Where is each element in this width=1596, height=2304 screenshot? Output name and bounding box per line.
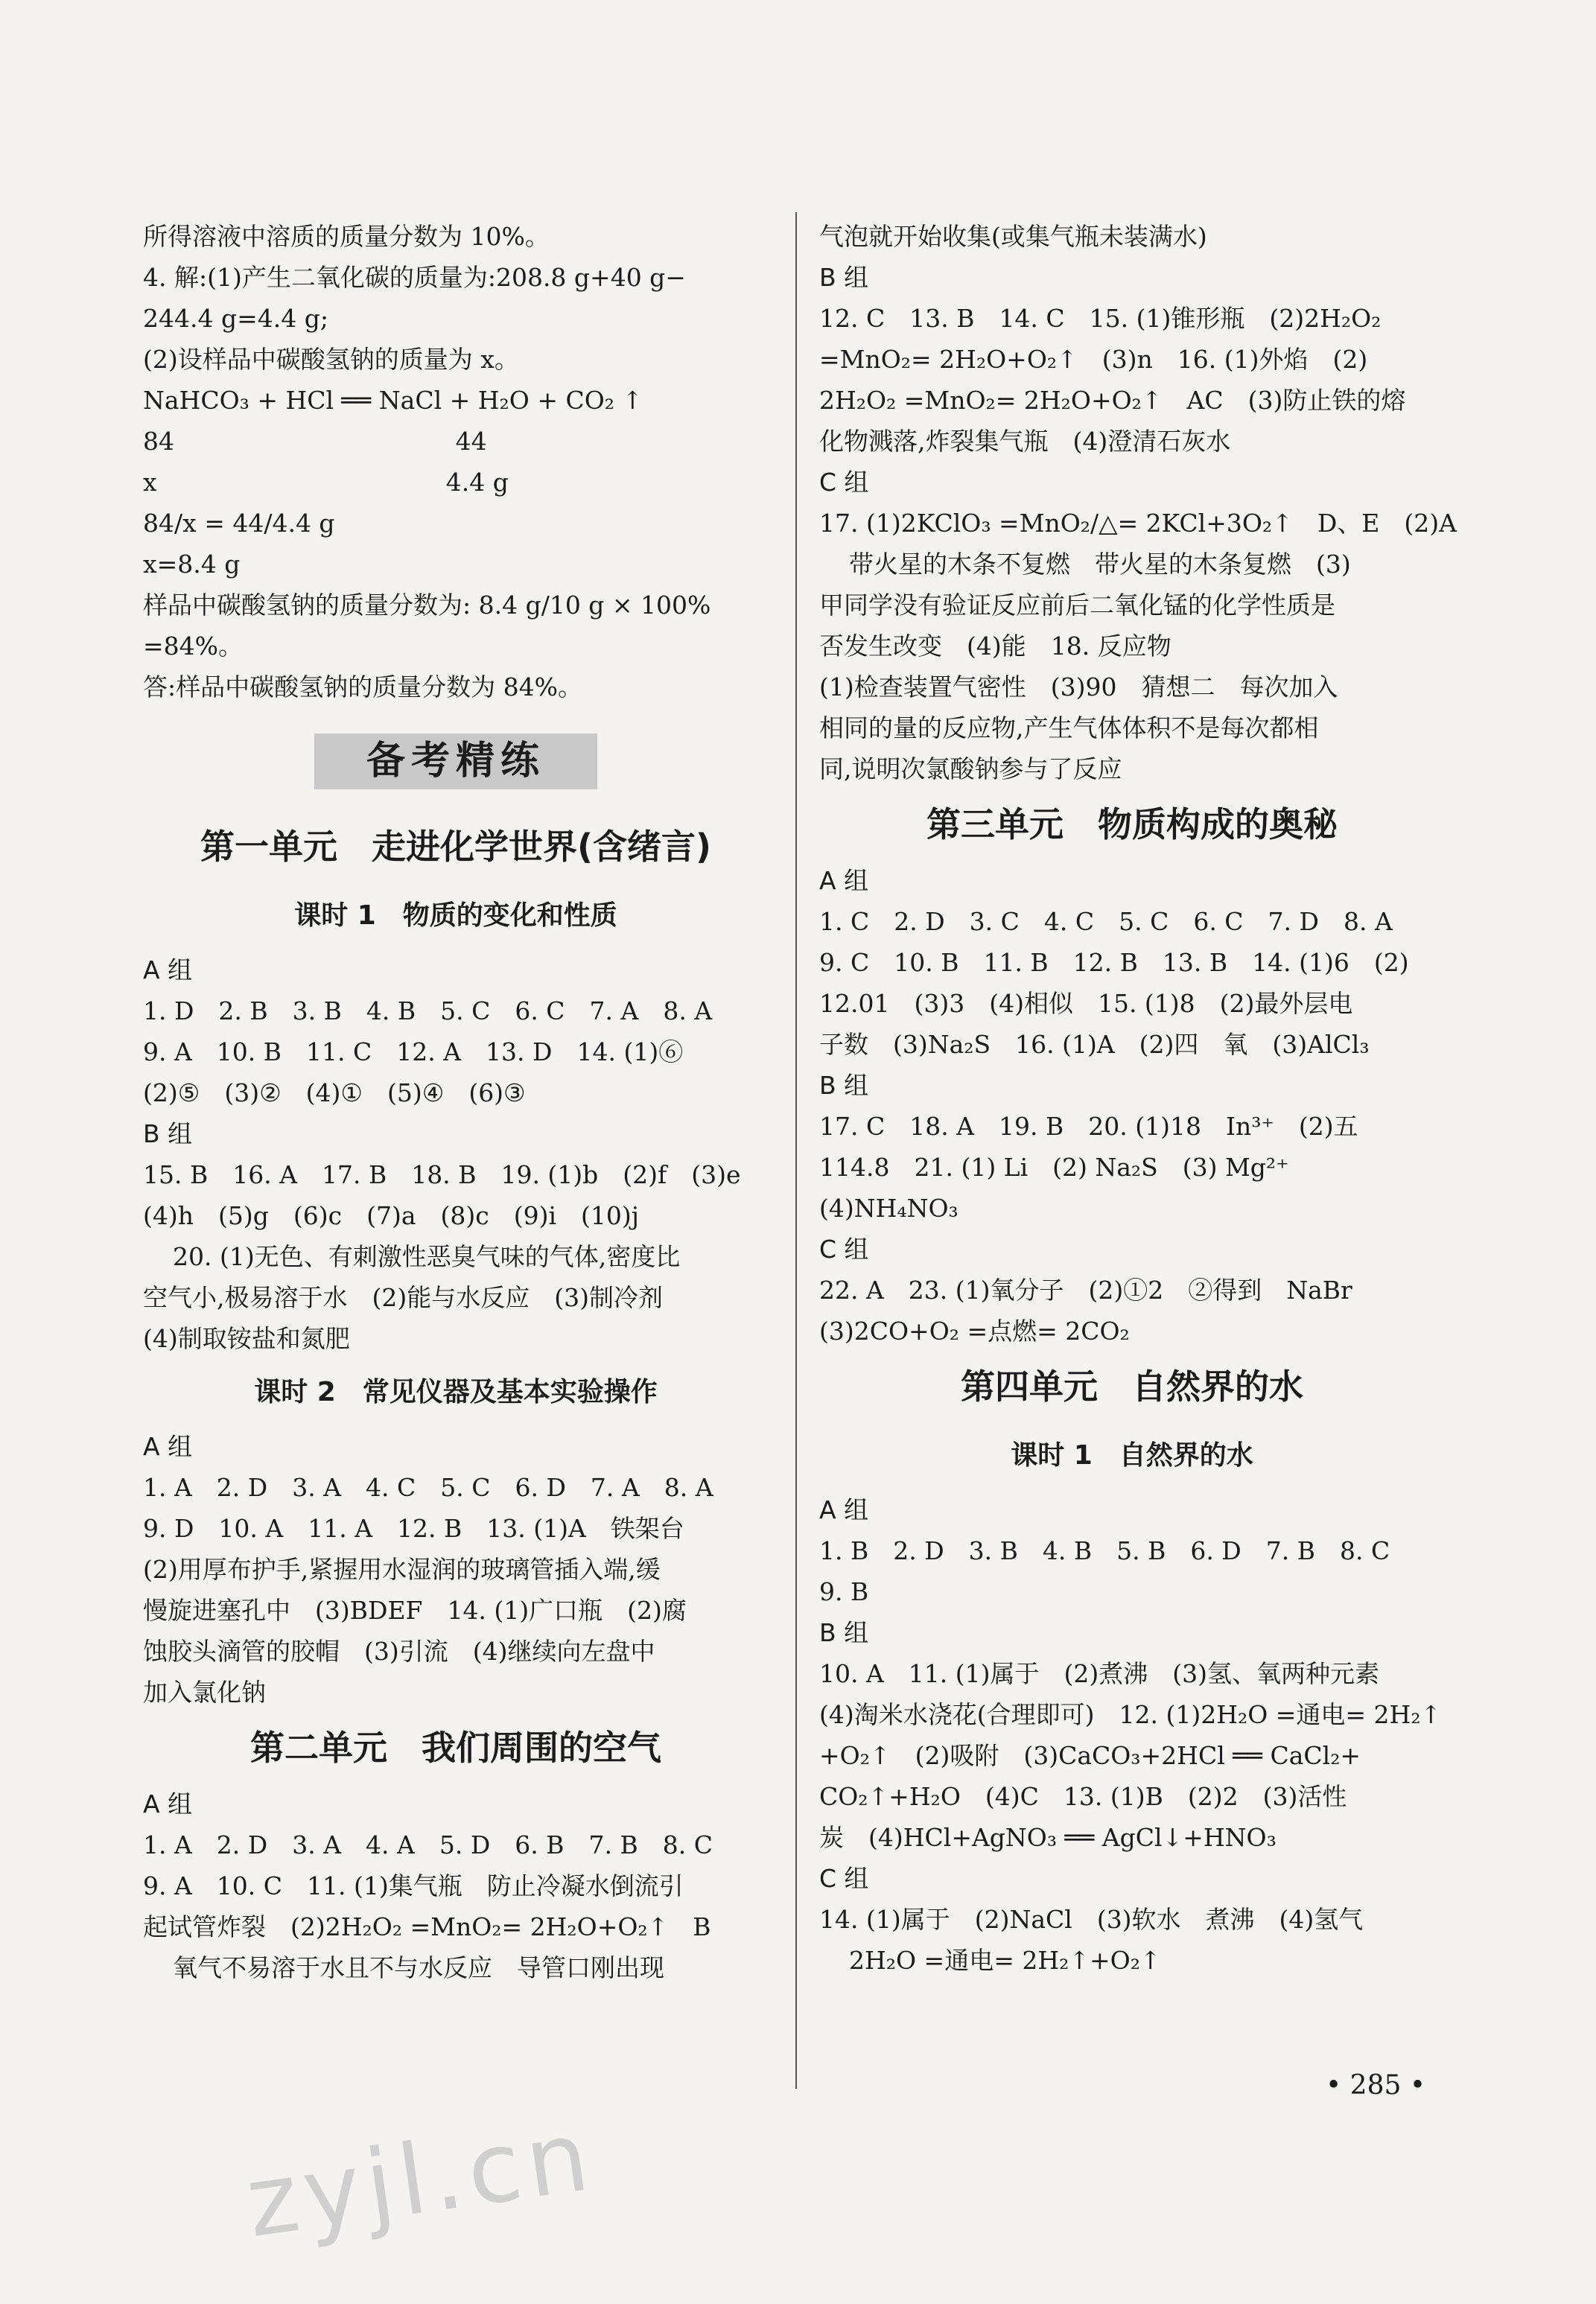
answer-line: +O₂↑ (2)吸附 (3)CaCO₃+2HCl ══ CaCl₂+ <box>819 1741 1361 1770</box>
lesson-answers <box>819 1489 1445 1981</box>
group-label: C 组 <box>819 1864 869 1893</box>
answer-line: 否发生改变 (4)能 18. 反应物 <box>819 631 1171 661</box>
text-line: 答:样品中碳酸氢钠的质量分数为 84%。 <box>143 672 582 701</box>
answer-line: 子数 (3)Na₂S 16. (1)A (2)四 氧 (3)AlCl₃ <box>819 1030 1370 1059</box>
answer-line: 蚀胶头滴管的胶帽 (3)引流 (4)继续向左盘中 <box>143 1637 655 1666</box>
answer-line: 1. A 2. D 3. A 4. C 5. C 6. D 7. A 8. A <box>143 1473 713 1502</box>
answer-line: 9. C 10. B 11. B 12. B 13. B 14. (1)6 (2) <box>819 948 1409 977</box>
answer-line: (4)NH₄NO₃ <box>819 1194 958 1223</box>
answer-line: 9. A 10. B 11. C 12. A 13. D 14. (1)⑥ <box>143 1037 684 1066</box>
answer-line: 9. D 10. A 11. A 12. B 13. (1)A 铁架台 <box>143 1514 684 1543</box>
unit-answers <box>819 860 1445 1352</box>
text-line: =84%。 <box>143 631 243 661</box>
answer-line: CO₂↑+H₂O (4)C 13. (1)B (2)2 (3)活性 <box>819 1782 1347 1811</box>
answer-line: 带火星的木条不复燃 带火星的木条复燃 (3) <box>849 550 1351 579</box>
answer-line: 相同的量的反应物,产生气体体积不是每次都相 <box>819 713 1319 742</box>
unit-answers <box>143 1783 769 1988</box>
answer-line: 氧气不易溶于水且不与水反应 导管口刚出现 <box>173 1953 664 1982</box>
group-label: A 组 <box>143 955 193 984</box>
right-column <box>819 216 1457 1981</box>
unit-title: 第四单元 自然界的水 <box>961 1366 1303 1407</box>
intro-section <box>143 216 769 707</box>
answer-line: 起试管炸裂 (2)2H₂O₂ =MnO₂= 2H₂O+O₂↑ B <box>143 1912 711 1941</box>
answer-line: 加入氯化钠 <box>143 1678 266 1707</box>
text-line: 所得溶液中溶质的质量分数为 10%。 <box>143 222 550 251</box>
group-label: B 组 <box>143 1119 193 1148</box>
text-line: 样品中碳酸氢钠的质量分数为: 8.4 g/10 g × 100% <box>143 591 711 620</box>
answer-line: 慢旋进塞孔中 (3)BDEF 14. (1)广口瓶 (2)腐 <box>143 1596 687 1625</box>
answer-line: 22. A 23. (1)氧分子 (2)①2 ②得到 NaBr <box>819 1276 1352 1305</box>
equation-line: NaHCO₃ + HCl ══ NaCl + H₂O + CO₂ ↑ <box>143 386 643 415</box>
answer-line: 12. C 13. B 14. C 15. (1)锥形瓶 (2)2H₂O₂ <box>819 304 1382 333</box>
group-label: B 组 <box>819 1071 869 1100</box>
text-line: 244.4 g=4.4 g; <box>143 304 328 333</box>
lesson-title: 课时 1 自然界的水 <box>1011 1440 1253 1471</box>
text-line: x 4.4 g <box>143 468 509 497</box>
answer-line: 14. (1)属于 (2)NaCl (3)软水 煮沸 (4)氢气 <box>819 1905 1364 1934</box>
text-line: (2)设样品中碳酸氢钠的质量为 x。 <box>143 345 519 374</box>
group-label: A 组 <box>143 1789 193 1818</box>
lesson-title: 课时 1 物质的变化和性质 <box>294 900 617 931</box>
answer-line: (4)制取铵盐和氮肥 <box>143 1324 350 1353</box>
lesson-answers <box>143 1426 769 1713</box>
answer-line: 1. B 2. D 3. B 4. B 5. B 6. D 7. B 8. C <box>819 1536 1390 1565</box>
answer-line: 空气小,极易溶于水 (2)能与水反应 (3)制冷剂 <box>143 1283 663 1312</box>
group-label: B 组 <box>819 263 869 292</box>
answer-line: 甲同学没有验证反应前后二氧化锰的化学性质是 <box>819 591 1335 620</box>
answer-line: 9. A 10. C 11. (1)集气瓶 防止冷凝水倒流引 <box>143 1871 684 1900</box>
answer-line: (4)淘米水浇花(合理即可) 12. (1)2H₂O =通电= 2H₂↑ <box>819 1700 1442 1729</box>
unit-title: 第三单元 物质构成的奥秘 <box>926 804 1338 844</box>
answer-line: 9. B <box>819 1577 869 1606</box>
answer-line: (3)2CO+O₂ =点燃= 2CO₂ <box>819 1317 1130 1346</box>
lesson-title: 课时 2 常见仪器及基本实验操作 <box>254 1377 658 1407</box>
unit2-continued <box>819 216 1457 789</box>
group-label: A 组 <box>143 1432 193 1461</box>
page-number: • 285 • <box>1326 2070 1426 2101</box>
answer-line: 1. C 2. D 3. C 4. C 5. C 6. C 7. D 8. A <box>819 907 1393 936</box>
answer-line: =MnO₂= 2H₂O+O₂↑ (3)n 16. (1)外焰 (2) <box>819 345 1368 374</box>
answer-line: 1. D 2. B 3. B 4. B 5. C 6. C 7. A 8. A <box>143 996 713 1025</box>
unit-title: 第一单元 走进化学世界(含绪言) <box>200 827 712 867</box>
group-label: A 组 <box>819 1495 869 1524</box>
answer-line: 2H₂O₂ =MnO₂= 2H₂O+O₂↑ AC (3)防止铁的熔 <box>819 386 1406 415</box>
text-line: x=8.4 g <box>143 550 241 579</box>
answer-line: 17. (1)2KClO₃ =MnO₂/△= 2KCl+3O₂↑ D、E (2)A <box>819 509 1457 538</box>
lesson-answers <box>143 949 769 1359</box>
answer-line: 12.01 (3)3 (4)相似 15. (1)8 (2)最外层电 <box>819 989 1353 1018</box>
group-label: B 组 <box>819 1618 869 1647</box>
answer-line: 气泡就开始收集(或集气瓶未装满水) <box>819 222 1207 251</box>
answer-line: 17. C 18. A 19. B 20. (1)18 In³⁺ (2)五 <box>819 1112 1358 1141</box>
watermark: zyjl.cn <box>239 2098 601 2259</box>
answer-line: (1)检查装置气密性 (3)90 猜想二 每次加入 <box>819 672 1338 701</box>
answer-line: 1. A 2. D 3. A 4. A 5. D 6. B 7. B 8. C <box>143 1830 713 1859</box>
answer-line: 20. (1)无色、有刺激性恶臭气味的气体,密度比 <box>173 1242 681 1271</box>
text-line: 84 44 <box>143 427 487 456</box>
banner-container <box>143 733 769 789</box>
answer-line: 2H₂O =通电= 2H₂↑+O₂↑ <box>849 1946 1161 1975</box>
column-divider <box>795 212 797 2089</box>
text-line: 4. 解:(1)产生二氧化碳的质量为:208.8 g+40 g− <box>143 263 686 292</box>
fraction-line: 84/x = 44/4.4 g <box>143 509 335 538</box>
left-column <box>143 216 769 1988</box>
answer-line: 炭 (4)HCl+AgNO₃ ══ AgCl↓+HNO₃ <box>819 1823 1277 1852</box>
answer-line: (2)用厚布护手,紧握用水湿润的玻璃管插入端,缓 <box>143 1555 661 1584</box>
answer-line: (4)h (5)g (6)c (7)a (8)c (9)i (10)j <box>143 1201 640 1230</box>
group-label: C 组 <box>819 468 869 497</box>
answer-line: 114.8 21. (1) Li (2) Na₂S (3) Mg²⁺ <box>819 1153 1289 1182</box>
answer-line: (2)⑤ (3)② (4)① (5)④ (6)③ <box>143 1078 526 1107</box>
answer-line: 同,说明次氯酸钠参与了反应 <box>819 754 1122 783</box>
answer-line: 10. A 11. (1)属于 (2)煮沸 (3)氢、氧两种元素 <box>819 1659 1380 1688</box>
group-label: A 组 <box>819 866 869 895</box>
group-label: C 组 <box>819 1235 869 1264</box>
unit-title: 第二单元 我们周围的空气 <box>250 1728 661 1768</box>
answer-line: 化物溅落,炸裂集气瓶 (4)澄清石灰水 <box>819 427 1231 456</box>
section-banner: 备考精练 <box>314 733 597 789</box>
answer-line: 15. B 16. A 17. B 18. B 19. (1)b (2)f (3)e <box>143 1160 741 1189</box>
